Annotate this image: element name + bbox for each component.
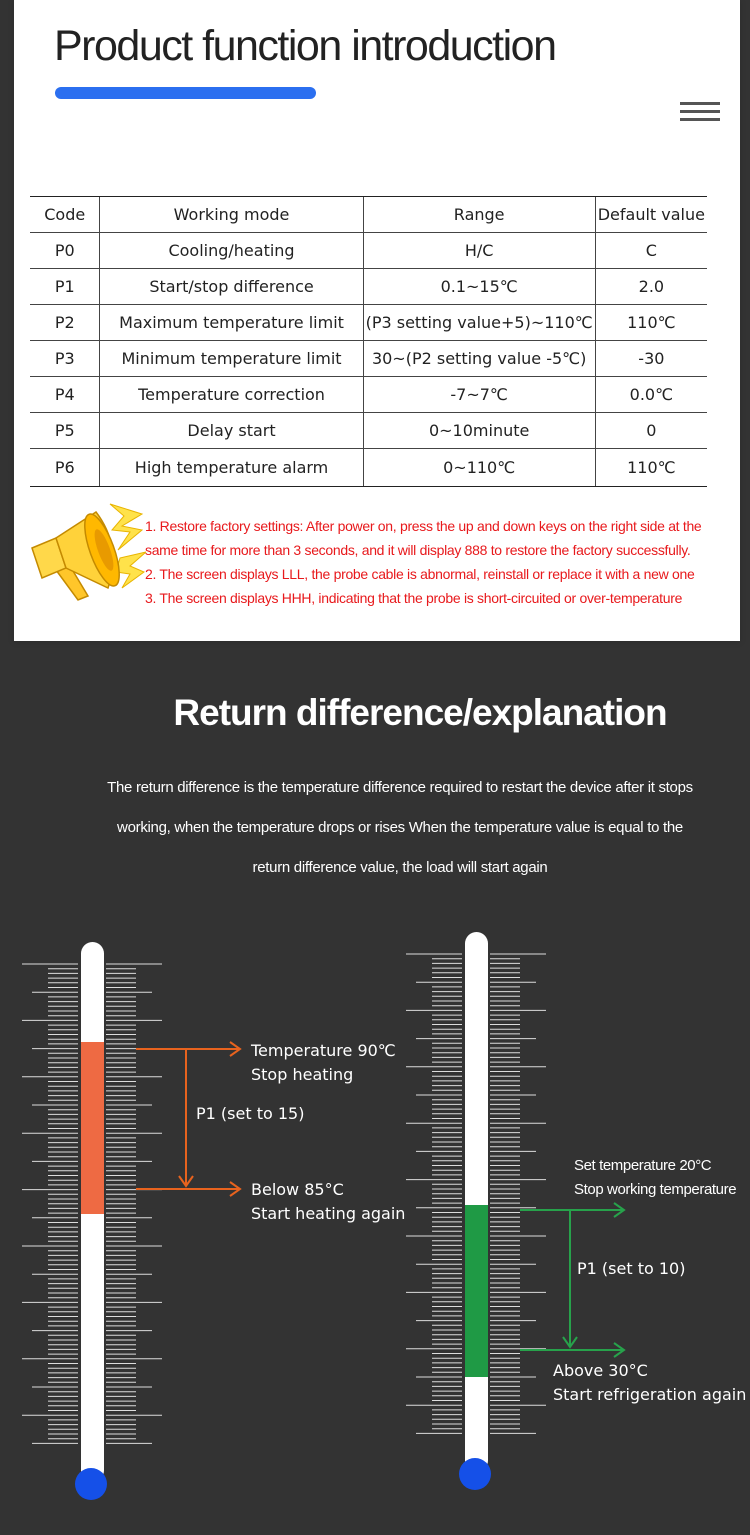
cell-working-mode: Maximum temperature limit: [100, 305, 363, 341]
cell-working-mode: Start/stop difference: [100, 269, 363, 305]
header-range: Range: [363, 197, 595, 233]
cell-range: -7~7℃: [363, 377, 595, 413]
heating-bulb: [75, 1468, 107, 1500]
heating-p1-label: P1 (set to 15): [196, 1104, 305, 1123]
paragraph-line: return difference value, the load will start again: [252, 859, 548, 876]
cell-working-mode: Delay start: [100, 413, 363, 449]
cooling-p1-label: P1 (set to 10): [577, 1259, 686, 1278]
cooling-stop-temp: Set temperature 20°C: [574, 1157, 712, 1174]
cell-range: 0.1~15℃: [363, 269, 595, 305]
cooling-fill: [465, 1205, 488, 1377]
note-item: 1. Restore factory settings: After power on, press the up and down keys on the right side at the: [145, 518, 702, 534]
cell-working-mode: Temperature correction: [100, 377, 363, 413]
cooling-stop-label: Stop working temperature: [574, 1181, 737, 1198]
cell-default-value: -30: [595, 341, 707, 377]
cell-code: P1: [30, 269, 100, 305]
header-default-value: Default value: [595, 197, 707, 233]
cooling-thermometer: [459, 932, 491, 1490]
note-item: 3. The screen displays HHH, indicating that the probe is short-circuited or over-temperature: [145, 590, 683, 606]
cell-working-mode: Minimum temperature limit: [100, 341, 363, 377]
cell-code: P4: [30, 377, 100, 413]
cell-code: P3: [30, 341, 100, 377]
cell-working-mode: Cooling/heating: [100, 233, 363, 269]
cell-code: P0: [30, 233, 100, 269]
cooling-bulb: [459, 1458, 491, 1490]
header-working-mode: Working mode: [100, 197, 363, 233]
note-item: 2. The screen displays LLL, the probe cable is abnormal, reinstall or replace it with a new one: [145, 566, 695, 582]
cooling-start-temp: Above 30°C: [553, 1361, 648, 1380]
heating-start-label: Start heating again: [251, 1204, 406, 1223]
cell-default-value: 2.0: [595, 269, 707, 305]
header-code: Code: [30, 197, 100, 233]
heating-thermometer: [75, 942, 107, 1500]
cell-range: 30~(P2 setting value -5℃): [363, 341, 595, 377]
page-title: Product function introduction: [54, 22, 556, 70]
section-title: Return difference/explanation: [173, 692, 667, 733]
cell-default-value: 0: [595, 413, 707, 449]
cell-working-mode: High temperature alarm: [100, 449, 363, 487]
cell-range: H/C: [363, 233, 595, 269]
cell-range: 0~110℃: [363, 449, 595, 487]
cell-default-value: 0.0℃: [595, 377, 707, 413]
cell-range: 0~10minute: [363, 413, 595, 449]
heating-fill: [81, 1042, 104, 1214]
heating-start-temp: Below 85°C: [251, 1180, 344, 1199]
paragraph-line: The return difference is the temperature difference required to restart the device after it stops: [107, 779, 693, 796]
cell-range: (P3 setting value+5)~110℃: [363, 305, 595, 341]
cell-default-value: C: [595, 233, 707, 269]
note-item: same time for more than 3 seconds, and it will display 888 to restore the factory successfully.: [145, 542, 691, 558]
heating-stop-label: Stop heating: [251, 1065, 354, 1084]
cell-code: P5: [30, 413, 100, 449]
cell-default-value: 110℃: [595, 305, 707, 341]
cell-code: P2: [30, 305, 100, 341]
cooling-start-label: Start refrigeration again: [553, 1385, 747, 1404]
heating-stop-temp: Temperature 90℃: [251, 1041, 396, 1060]
cell-code: P6: [30, 449, 100, 487]
cell-default-value: 110℃: [595, 449, 707, 487]
paragraph-line: working, when the temperature drops or rises When the temperature value is equal to the: [117, 819, 683, 836]
